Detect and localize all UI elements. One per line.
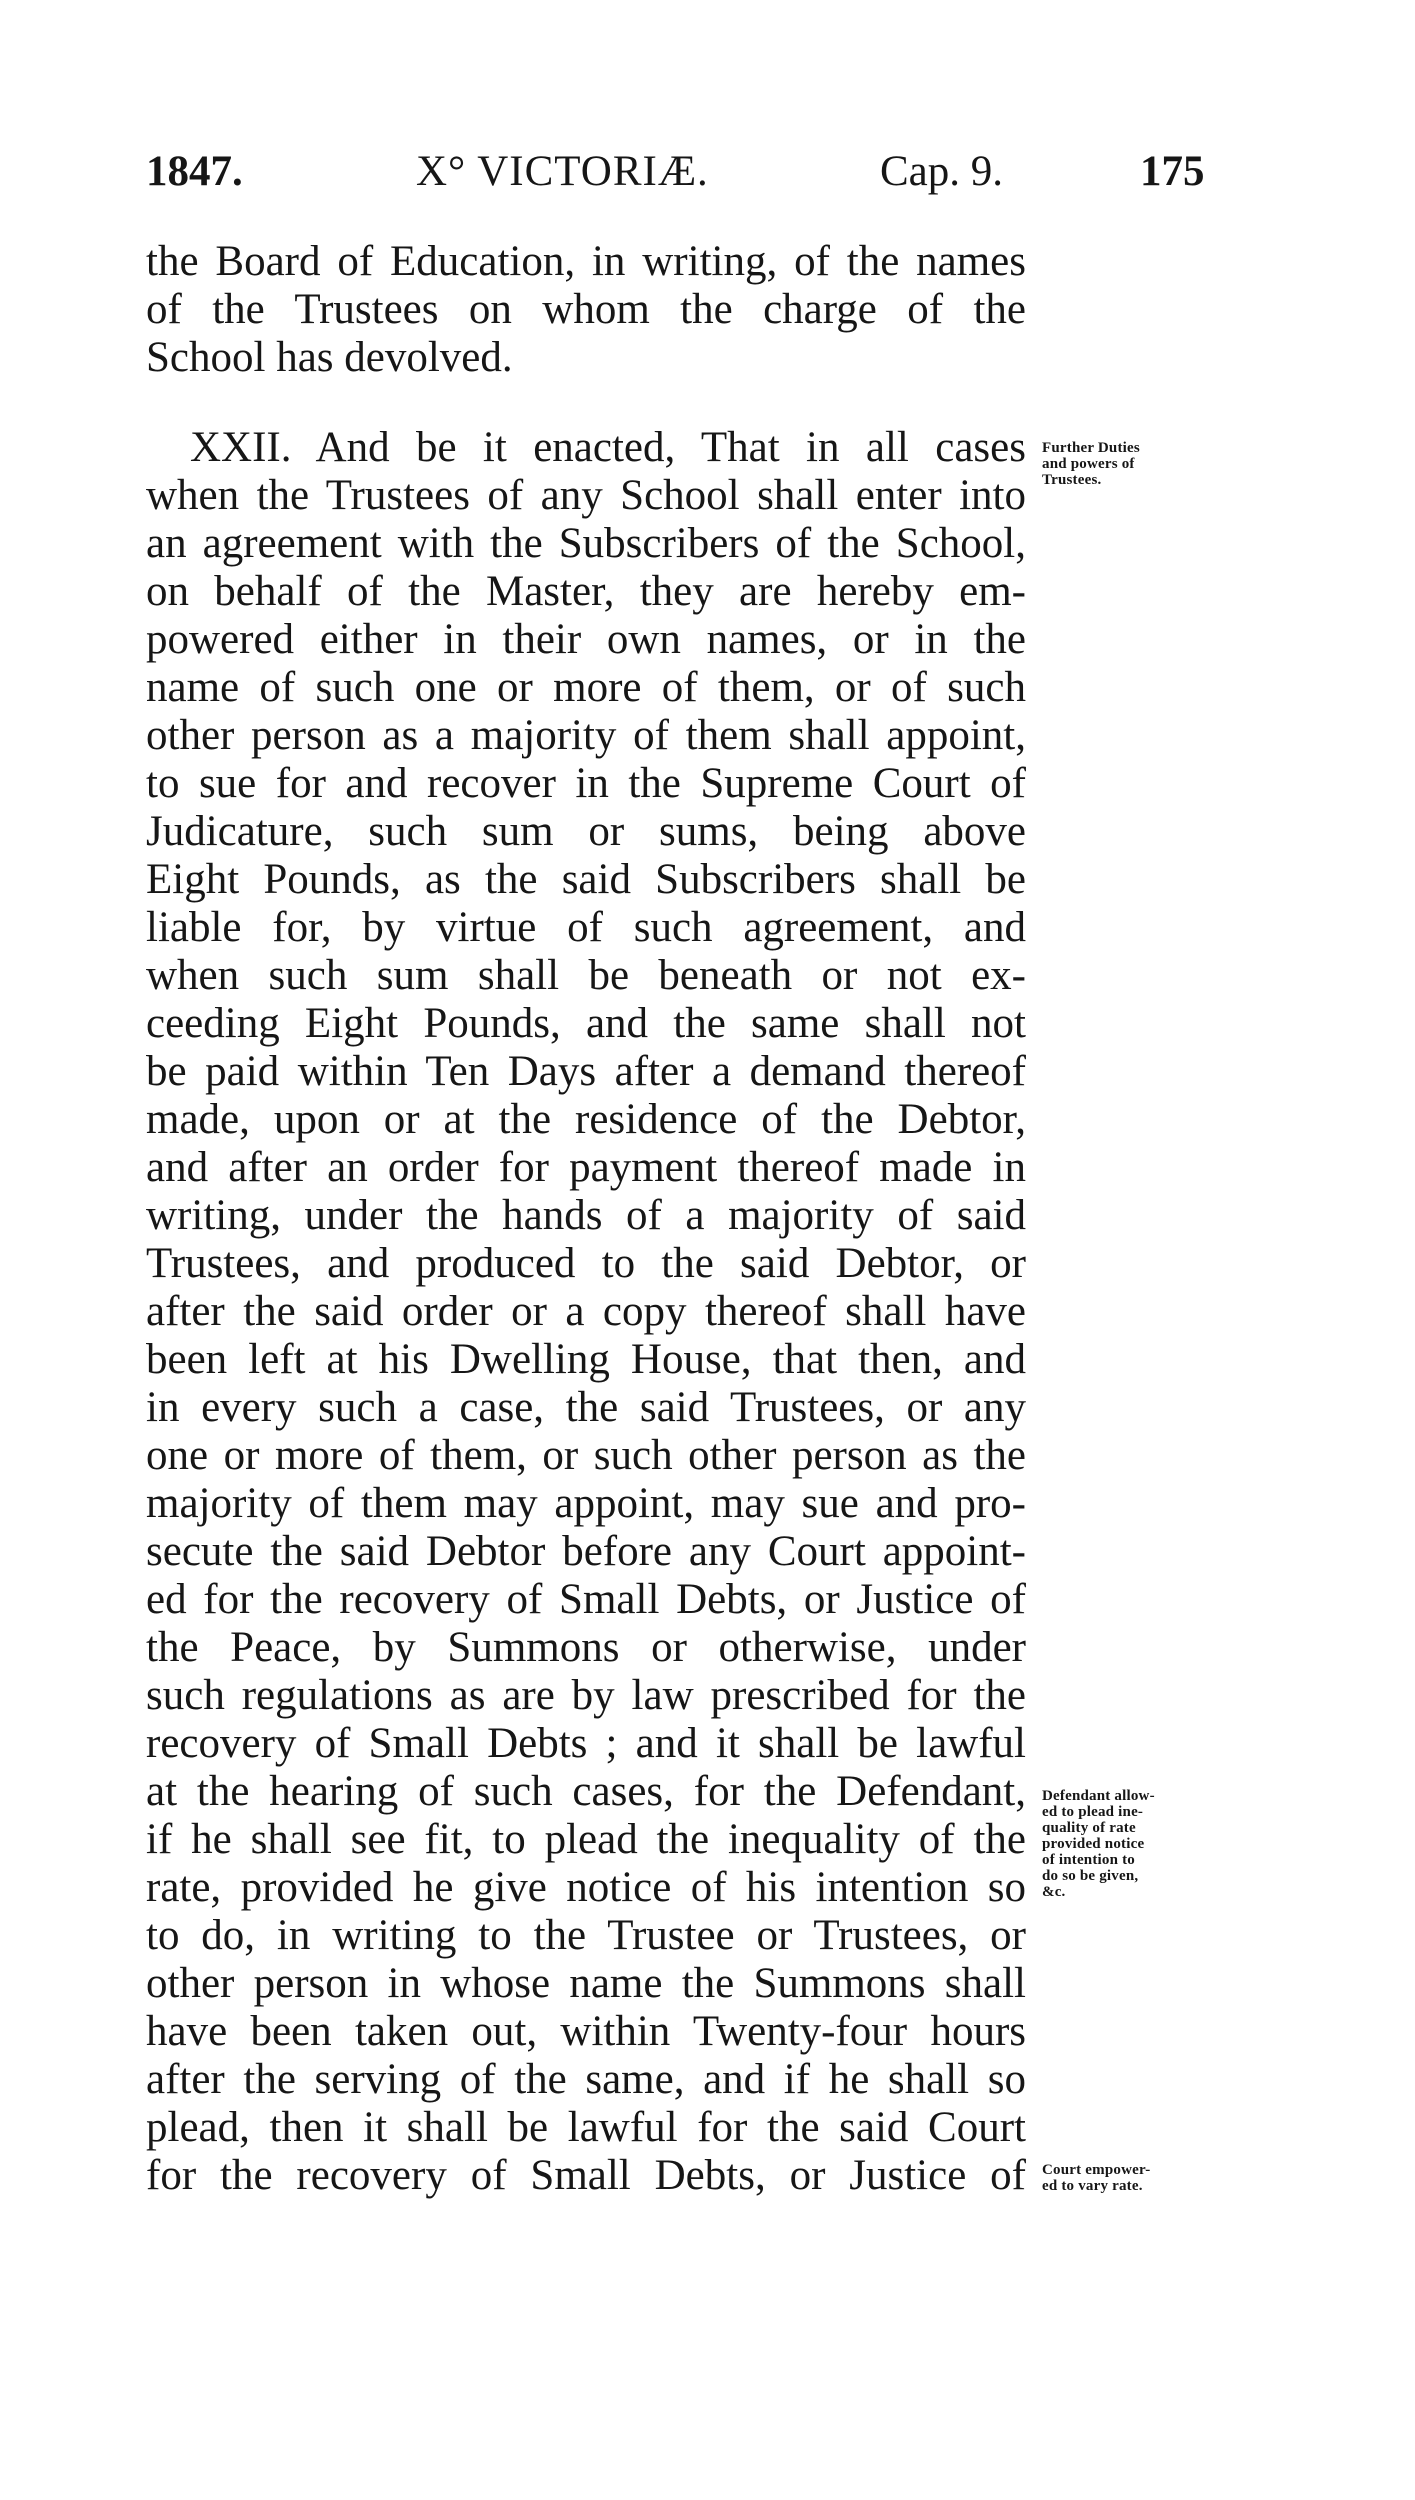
header-year: 1847. <box>146 148 243 195</box>
body-line: if he shall see fit, to plead the inequality of the <box>146 1816 1026 1863</box>
body-line: to do, in writing to the Trustee or Trustees, or <box>146 1912 1026 1959</box>
body-line: been left at his Dwelling House, that then, and <box>146 1336 1026 1383</box>
margin-note-line: Court empower- <box>1042 2162 1151 2178</box>
body-line: on behalf of the Master, they are hereby em- <box>146 568 1026 615</box>
header-title: X° VICTORIÆ. <box>416 148 709 195</box>
body-line: have been taken out, within Twenty-four hours <box>146 2008 1026 2055</box>
body-line: Eight Pounds, as the said Subscribers shall be <box>146 856 1026 903</box>
body-line: Judicature, such sum or sums, being above <box>146 808 1026 855</box>
body-line: name of such one or more of them, or of such <box>146 664 1026 711</box>
body-line: powered either in their own names, or in the <box>146 616 1026 663</box>
body-line: of the Trustees on whom the charge of the <box>146 286 1026 333</box>
body-line: at the hearing of such cases, for the Defendant, <box>146 1768 1026 1815</box>
body-line: liable for, by virtue of such agreement, and <box>146 904 1026 951</box>
body-line: plead, then it shall be lawful for the said Court <box>146 2104 1026 2151</box>
body-line: in every such a case, the said Trustees, or any <box>146 1384 1026 1431</box>
section-start-line: XXII. And be it enacted, That in all cases <box>190 424 1026 471</box>
margin-note-line: of intention to <box>1042 1852 1135 1868</box>
body-line: majority of them may appoint, may sue and pro- <box>146 1480 1026 1527</box>
margin-note-line: provided notice <box>1042 1836 1145 1852</box>
body-line: writing, under the hands of a majority of said <box>146 1192 1026 1239</box>
body-line: for the recovery of Small Debts, or Justice of <box>146 2152 1026 2199</box>
body-line: when the Trustees of any School shall enter into <box>146 472 1026 519</box>
body-line: after the serving of the same, and if he shall so <box>146 2056 1026 2103</box>
margin-note-court <box>1042 2162 1227 2194</box>
body-line: made, upon or at the residence of the Debtor, <box>146 1096 1026 1143</box>
body-line: rate, provided he give notice of his intention so <box>146 1864 1026 1911</box>
header-chapter: Cap. 9. <box>880 148 1004 195</box>
body-line: other person as a majority of them shall appoint, <box>146 712 1026 759</box>
body-line: secute the said Debtor before any Court appoint- <box>146 1528 1026 1575</box>
margin-note-defendant <box>1042 1788 1227 1900</box>
body-line: to sue for and recover in the Supreme Court of <box>146 760 1026 807</box>
header-page-number: 175 <box>1140 148 1205 195</box>
body-line: ceeding Eight Pounds, and the same shall not <box>146 1000 1026 1047</box>
body-line: ed for the recovery of Small Debts, or Justice of <box>146 1576 1026 1623</box>
body-line: the Peace, by Summons or otherwise, under <box>146 1624 1026 1671</box>
body-line: recovery of Small Debts ; and it shall be lawful <box>146 1720 1026 1767</box>
body-line: School has devolved. <box>146 334 513 381</box>
margin-note-duties <box>1042 440 1227 488</box>
body-line: and after an order for payment thereof made in <box>146 1144 1026 1191</box>
body-line: after the said order or a copy thereof shall have <box>146 1288 1026 1335</box>
body-line: the Board of Education, in writing, of the names <box>146 238 1026 285</box>
margin-note-line: quality of rate <box>1042 1820 1136 1836</box>
margin-note-line: ed to plead ine- <box>1042 1804 1144 1820</box>
margin-note-line: Defendant allow- <box>1042 1788 1155 1804</box>
body-line: other person in whose name the Summons shall <box>146 1960 1026 2007</box>
body-line: when such sum shall be beneath or not ex- <box>146 952 1026 999</box>
body-line: one or more of them, or such other person as the <box>146 1432 1026 1479</box>
body-line: such regulations as are by law prescribed for the <box>146 1672 1026 1719</box>
margin-note-line: Trustees. <box>1042 472 1102 488</box>
margin-note-line: &c. <box>1042 1884 1066 1900</box>
margin-note-line: and powers of <box>1042 456 1135 472</box>
body-line: Trustees, and produced to the said Debtor, or <box>146 1240 1026 1287</box>
margin-note-line: Further Duties <box>1042 440 1140 456</box>
margin-note-line: ed to vary rate. <box>1042 2178 1143 2194</box>
body-line: an agreement with the Subscribers of the School, <box>146 520 1026 567</box>
body-line: be paid within Ten Days after a demand thereof <box>146 1048 1026 1095</box>
margin-note-line: do so be given, <box>1042 1868 1139 1884</box>
